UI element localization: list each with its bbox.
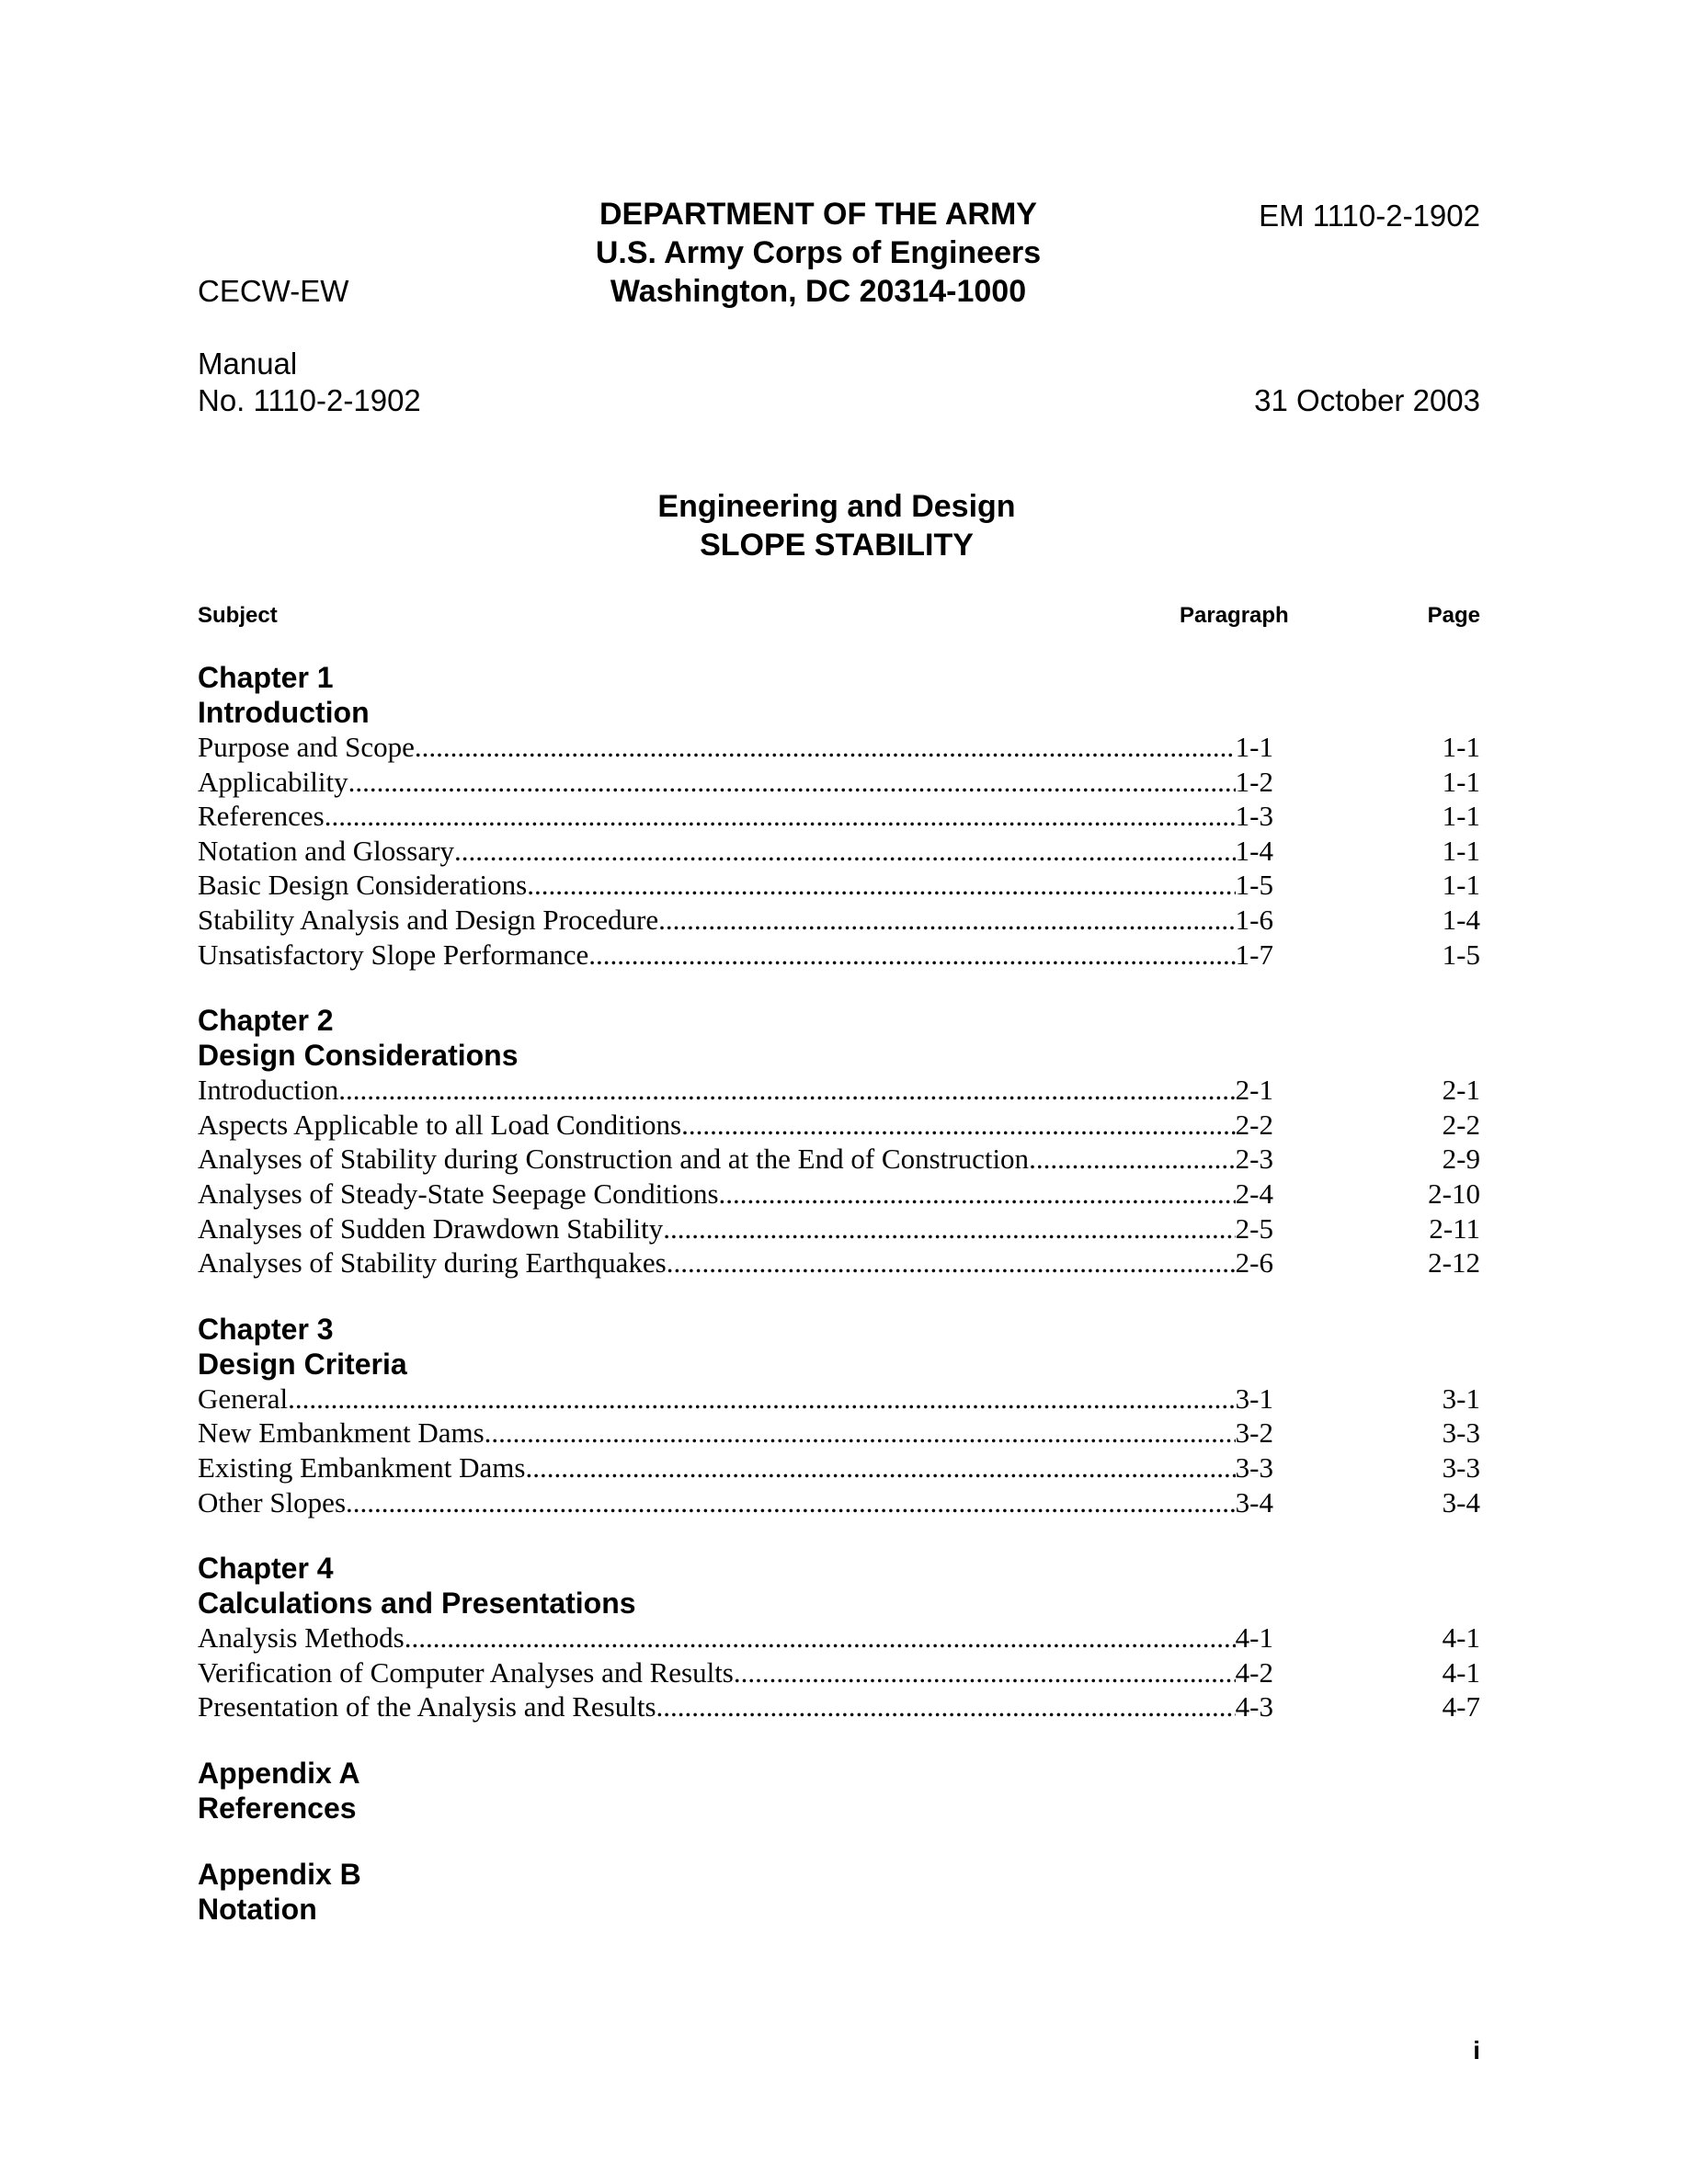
toc-entry-leader	[198, 903, 1273, 938]
toc-entry-title: Other Slopes	[198, 1485, 347, 1519]
office-code: CECW-EW	[198, 274, 349, 308]
toc-entry-leader	[198, 1689, 1273, 1724]
toc-entry-title: Aspects Applicable to all Load Conditions	[198, 1108, 682, 1141]
toc-entry-leader	[198, 868, 1273, 903]
section-number: Chapter 3	[198, 1312, 334, 1346]
toc-entry-paragraph: 2-3	[1235, 1143, 1273, 1176]
toc-section	[198, 660, 1480, 972]
toc-entry-paragraph: 3-4	[1235, 1485, 1273, 1519]
toc-entry-leader	[198, 1485, 1273, 1520]
dot-leader	[454, 834, 1236, 869]
toc-entry[interactable]	[198, 730, 1480, 765]
dot-leader	[1029, 1142, 1236, 1177]
toc-entry[interactable]	[198, 799, 1480, 834]
toc-section	[198, 1551, 1480, 1724]
toc-entry-page: 2-2	[1442, 1108, 1480, 1141]
toc-entry[interactable]	[198, 834, 1480, 869]
toc-entry-title: Basic Design Considerations	[198, 869, 528, 902]
toc-entry[interactable]	[198, 1450, 1480, 1485]
dot-leader	[338, 1073, 1235, 1108]
dot-leader	[658, 903, 1236, 938]
section-number: Appendix B	[198, 1857, 361, 1891]
toc-entry-leader	[198, 1246, 1273, 1280]
toc-entry-page: 1-1	[1442, 800, 1480, 833]
toc-entry-page: 4-7	[1442, 1690, 1480, 1723]
toc-entry[interactable]	[198, 1485, 1480, 1520]
toc-entry-title: Existing Embankment Dams	[198, 1450, 526, 1484]
toc-entry[interactable]	[198, 1655, 1480, 1690]
dot-leader	[667, 1246, 1236, 1280]
toc-entry-title: Analyses of Sudden Drawdown Stability	[198, 1211, 664, 1245]
toc-entry-leader	[198, 1416, 1273, 1450]
toc-section	[198, 1312, 1480, 1519]
toc-entry-page: 1-1	[1442, 869, 1480, 902]
org-heading	[515, 195, 1122, 311]
toc-entry[interactable]	[198, 938, 1480, 973]
toc-entry-title: Introduction	[198, 1074, 339, 1107]
toc-entry-paragraph: 1-6	[1235, 903, 1273, 936]
toc-entry-title: Stability Analysis and Design Procedure	[198, 903, 659, 936]
toc-entry-leader	[198, 1108, 1273, 1143]
toc-section	[198, 1857, 1480, 1927]
toc-entry-page: 4-1	[1442, 1621, 1480, 1655]
toc-entry[interactable]	[198, 1246, 1480, 1280]
toc-entry-leader	[198, 938, 1273, 973]
section-title: Calculations and Presentations	[198, 1587, 636, 1621]
org-line-2: U.S. Army Corps of Engineers	[595, 235, 1042, 270]
toc-entry-leader	[198, 1142, 1273, 1177]
toc-entry[interactable]	[198, 765, 1480, 800]
manual-label: Manual	[198, 347, 298, 381]
toc-entry[interactable]	[198, 1142, 1480, 1177]
toc-entry[interactable]	[198, 1689, 1480, 1724]
toc-entry-paragraph: 1-4	[1235, 834, 1273, 867]
toc-entry-leader	[198, 1382, 1273, 1416]
dot-leader	[525, 1450, 1235, 1485]
toc-entry[interactable]	[198, 1073, 1480, 1108]
toc-entry[interactable]	[198, 903, 1480, 938]
section-title: Introduction	[198, 696, 370, 729]
toc-entry-leader	[198, 1073, 1273, 1108]
toc-entry-title: Analyses of Steady-State Seepage Conditions	[198, 1177, 719, 1210]
toc-entry-title: Applicability	[198, 765, 348, 798]
section-title: Design Criteria	[198, 1347, 407, 1381]
toc-entry-paragraph: 2-5	[1235, 1211, 1273, 1245]
publication-date: 31 October 2003	[1254, 383, 1480, 417]
toc-entry[interactable]	[198, 1177, 1480, 1211]
table-of-contents	[198, 660, 1480, 1958]
toc-entry-paragraph: 1-3	[1235, 800, 1273, 833]
toc-entry[interactable]	[198, 1416, 1480, 1450]
toc-entry-paragraph: 2-1	[1235, 1074, 1273, 1107]
toc-entry-page: 3-3	[1442, 1416, 1480, 1450]
toc-entry-leader	[198, 730, 1273, 765]
toc-entry-page: 3-4	[1442, 1485, 1480, 1519]
toc-entry-leader	[198, 1211, 1273, 1246]
toc-entry-page: 3-3	[1442, 1450, 1480, 1484]
dot-leader	[656, 1689, 1236, 1724]
document-title	[515, 487, 1158, 564]
title-line-1: Engineering and Design	[657, 489, 1016, 524]
org-line-3: Washington, DC 20314-1000	[610, 274, 1027, 309]
manual-number: No. 1110-2-1902	[198, 383, 421, 417]
toc-entry-title: General	[198, 1382, 289, 1415]
toc-entry-leader	[198, 1450, 1273, 1485]
toc-entry-leader	[198, 834, 1273, 869]
toc-entry-page: 3-1	[1442, 1382, 1480, 1415]
toc-entry-paragraph: 1-5	[1235, 869, 1273, 902]
dot-leader	[346, 1485, 1236, 1520]
toc-entry-paragraph: 3-1	[1235, 1382, 1273, 1415]
toc-entry-title: References	[198, 800, 325, 833]
toc-entry-paragraph: 1-2	[1235, 765, 1273, 798]
toc-entry-title: Analyses of Stability during Earthquakes	[198, 1246, 667, 1280]
toc-entry-page: 2-1	[1442, 1074, 1480, 1107]
toc-entry-page: 2-12	[1428, 1246, 1480, 1280]
toc-entry[interactable]	[198, 1108, 1480, 1143]
toc-entry-paragraph: 4-3	[1235, 1690, 1273, 1723]
toc-entry[interactable]	[198, 1382, 1480, 1416]
toc-entry-paragraph: 3-2	[1235, 1416, 1273, 1450]
dot-leader	[527, 868, 1235, 903]
page-number: i	[1473, 2036, 1480, 2065]
toc-entry-title: Analysis Methods	[198, 1621, 405, 1655]
toc-entry-page: 1-5	[1442, 938, 1480, 971]
toc-section	[198, 1756, 1480, 1826]
dot-leader	[588, 938, 1235, 973]
toc-entry-page: 2-9	[1442, 1143, 1480, 1176]
column-page: Page	[1427, 603, 1480, 628]
toc-entry-paragraph: 2-2	[1235, 1108, 1273, 1141]
toc-entry-page: 1-1	[1442, 765, 1480, 798]
dot-leader	[415, 730, 1236, 765]
toc-entry-title: Unsatisfactory Slope Performance	[198, 938, 589, 971]
section-number: Appendix A	[198, 1756, 360, 1790]
dot-leader	[681, 1108, 1236, 1143]
toc-entry-page: 1-1	[1442, 731, 1480, 763]
toc-entry-title: Verification of Computer Analyses and Results	[198, 1655, 734, 1689]
toc-entry[interactable]	[198, 868, 1480, 903]
toc-entry-title: Presentation of the Analysis and Results	[198, 1690, 656, 1723]
toc-entry-title: Purpose and Scope	[198, 731, 415, 763]
toc-entry-leader	[198, 1655, 1273, 1690]
toc-section	[198, 1003, 1480, 1280]
column-paragraph: Paragraph	[1180, 603, 1289, 628]
section-number: Chapter 1	[198, 661, 334, 694]
toc-entry-paragraph: 3-3	[1235, 1450, 1273, 1484]
toc-entry-page: 2-10	[1428, 1177, 1480, 1210]
toc-entry-page: 1-1	[1442, 834, 1480, 867]
dot-leader	[325, 799, 1236, 834]
toc-entry-page: 2-11	[1429, 1211, 1480, 1245]
toc-entry-page: 1-4	[1442, 903, 1480, 936]
section-number: Chapter 2	[198, 1004, 334, 1038]
toc-entry-leader	[198, 1177, 1273, 1211]
toc-entry-leader	[198, 799, 1273, 834]
dot-leader	[734, 1655, 1236, 1690]
section-number: Chapter 4	[198, 1552, 334, 1586]
toc-entry-paragraph: 1-7	[1235, 938, 1273, 971]
toc-entry-paragraph: 1-1	[1235, 731, 1273, 763]
dot-leader	[288, 1382, 1236, 1416]
toc-entry-title: Notation and Glossary	[198, 834, 454, 867]
toc-entry-title: Analyses of Stability during Construction and at the End of Construction	[198, 1143, 1030, 1176]
toc-entry[interactable]	[198, 1621, 1480, 1655]
dot-leader	[405, 1621, 1236, 1655]
toc-entry[interactable]	[198, 1211, 1480, 1246]
toc-entry-paragraph: 2-4	[1235, 1177, 1273, 1210]
toc-entry-leader	[198, 1621, 1273, 1655]
dot-leader	[663, 1211, 1235, 1246]
toc-entry-page: 4-1	[1442, 1655, 1480, 1689]
section-title: Design Considerations	[198, 1039, 519, 1073]
section-title: References	[198, 1791, 357, 1825]
dot-leader	[719, 1177, 1236, 1211]
dot-leader	[348, 765, 1236, 800]
column-subject: Subject	[198, 603, 278, 628]
toc-entry-title: New Embankment Dams	[198, 1416, 485, 1450]
toc-entry-paragraph: 4-1	[1235, 1621, 1273, 1655]
toc-entry-paragraph: 2-6	[1235, 1246, 1273, 1280]
toc-entry-paragraph: 4-2	[1235, 1655, 1273, 1689]
toc-entry-leader	[198, 765, 1273, 800]
doc-number: EM 1110-2-1902	[1259, 199, 1480, 233]
org-line-1: DEPARTMENT OF THE ARMY	[599, 197, 1037, 232]
section-title: Notation	[198, 1892, 317, 1926]
dot-leader	[485, 1416, 1236, 1450]
title-line-2: SLOPE STABILITY	[700, 528, 974, 563]
